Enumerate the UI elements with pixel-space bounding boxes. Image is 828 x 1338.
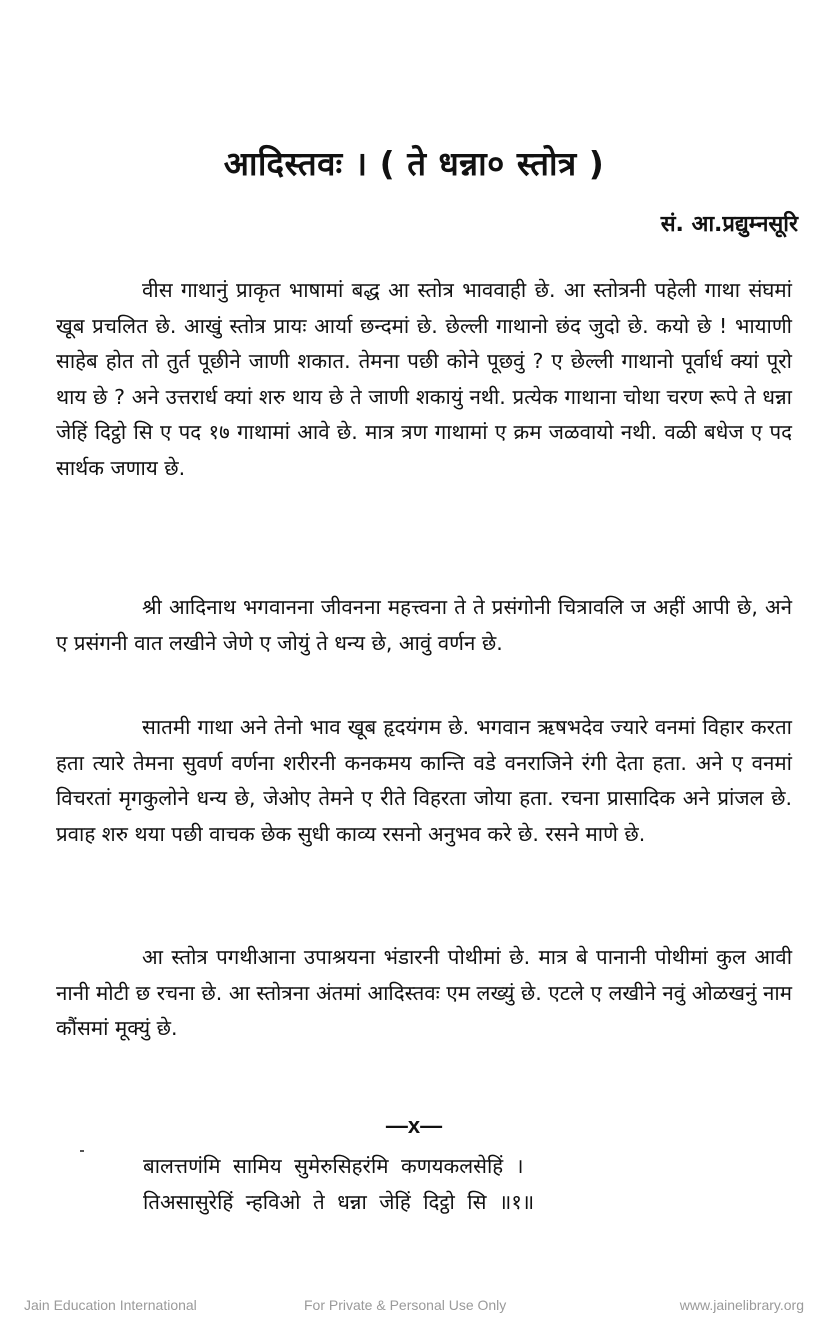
footer-publisher: Jain Education International [24, 1297, 197, 1313]
footer-usage-note: For Private & Personal Use Only [304, 1297, 507, 1313]
paragraph-seventh-gatha [56, 710, 792, 852]
footer-website-link[interactable]: www.jainelibrary.org [679, 1297, 804, 1313]
scan-artifact [80, 1150, 84, 1152]
page-title: आदिस्तवः । ( ते धन्ना० स्तोत्र ) [223, 144, 605, 183]
author-credit: सं. आ.प्रद्युम्नसूरि [660, 212, 798, 237]
paragraph-introduction [56, 273, 792, 486]
verse-line-1: बालत्तणंमि सामिय सुमेरुसिहरंमि कणयकलसेहिं । [143, 1154, 524, 1178]
verse-line-2: तिअसासुरेहिं न्हविओ ते धन्ना जेहिं दिट्ठो सि ॥१॥ [143, 1190, 535, 1214]
paragraph-text: श्री आदिनाथ भगवानना जीवनना महत्त्वना ते ते प्रसंगोनी चित्रावलि ज अहीं आपी छे, अने ए प्रसंगनी वात लखीने जेणे ए जोयुं ते धन्य छे, आवुं वर्णन छे. [56, 595, 792, 655]
paragraph-text: आ स्तोत्र पगथीआना उपाश्रयना भंडारनी पोथीमां छे. मात्र बे पानानी पोथीमां कुल आवी नानी मोटी छ रचना छे. आ स्तोत्रना अंतमां आदिस्तवः एम लख्युं छे. एटले ए लखीने नवुं ओळखनुं नाम कौंसमां मूक्युं छे. [56, 945, 792, 1040]
paragraph-adinath [56, 590, 792, 661]
section-separator: —x— [385, 1113, 443, 1138]
paragraph-source [56, 940, 792, 1047]
paragraph-text: सातमी गाथा अने तेनो भाव खूब हृदयंगम छे. भगवान ऋषभदेव ज्यारे वनमां विहार करता हता त्यारे तेमना सुवर्ण वर्णना शरीरनी कनकमय कान्ति वडे वनराजिने रंगी देता हता. अने ए वनमां विचरतां मृगकुलोने धन्य छे, जेओए तेमने ए रीते विहरता जोया हता. रचना प्रासादिक अने प्रांजल छे. प्रवाह शरु थया पछी वाचक छेक सुधी काव्य रसनो अनुभव करे छे. रसने माणे छे. [56, 715, 792, 846]
paragraph-text: वीस गाथानुं प्राकृत भाषामां बद्ध आ स्तोत्र भाववाही छे. आ स्तोत्रनी पहेली गाथा संघमां खूब प्रचलित छे. आखुं स्तोत्र प्रायः आर्या छन्दमां छे. छेल्ली गाथानो छंद जुदो छे. कयो छे ! भायाणी साहेब होत तो तुर्त पूछीने जाणी शकात. तेमना पछी कोने पूछवुं ? ए छेल्ली गाथानो पूर्वार्ध क्यां पूरो थाय छे ? अने उत्तरार्ध क्यां शरु थाय छे ते जाणी शकायुं नथी. प्रत्येक गाथाना चोथा चरण रूपे ते धन्ना जेहिं दिट्ठो सि ए पद १७ गाथामां आवे छे. मात्र त्रण गाथामां ए क्रम जळवायो नथी. वळी बधेज ए पद सार्थक जणाय छे. [56, 278, 792, 480]
